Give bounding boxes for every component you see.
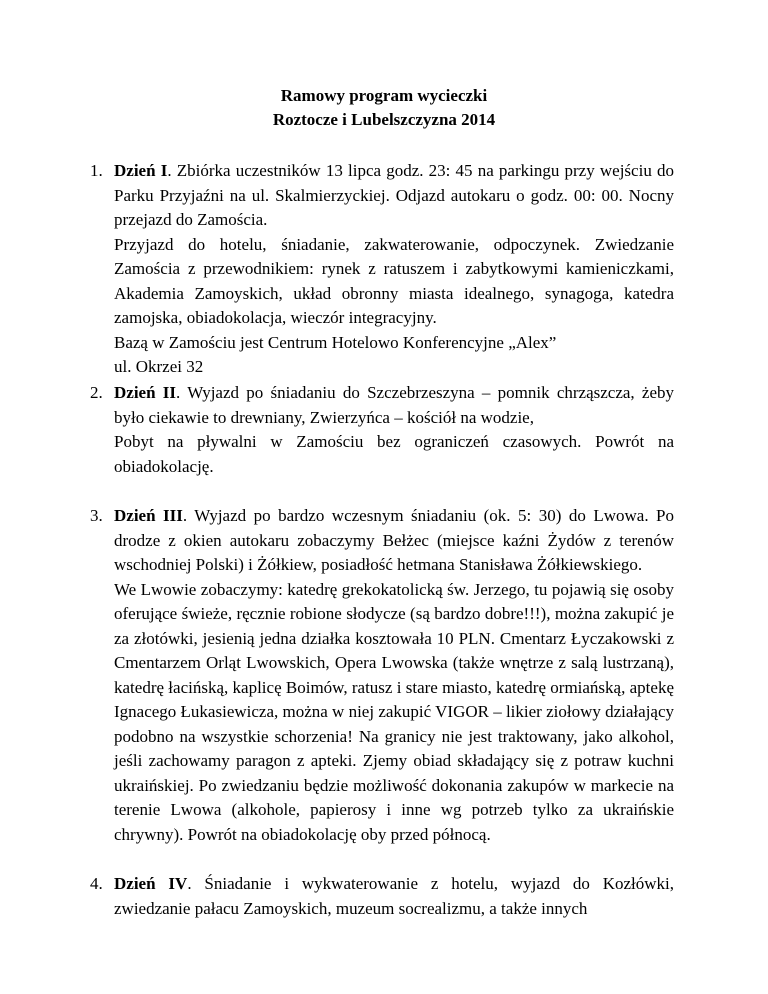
- day-1-hotel: Bazą w Zamościu jest Centrum Hotelowo Konferencyjne „Alex”: [114, 332, 557, 352]
- list-number: 4.: [90, 874, 103, 893]
- day-2-intro: [114, 381, 674, 430]
- day-4-item: [90, 872, 674, 921]
- day-text: . Zbiórka uczestników 13 lipca godz. 23: 45 na parkingu przy wejściu do Parku Przyjaźni na ul. Skalmierzyckiej. Odjazd autokaru o godz. 00: 00. Nocny przejazd do Zamościa.: [114, 161, 674, 229]
- day-1-sightseeing: Przyjazd do hotelu, śniadanie, zakwaterowanie, odpoczynek. Zwiedzanie Zamościa z przewodnikiem: rynek z ratuszem i zabytkowymi kamieniczkami, Akademia Zamoyskich, układ obronny miasta idealnego, synagoga, katedra zamojska, obiadokolacja, wieczór integracyjny.: [114, 234, 674, 327]
- day-text: . Wyjazd po bardzo wczesnym śniadaniu (ok. 5: 30) do Lwowa. Po drodze z okien autokaru zobaczymy Bełżec (miejsce kaźni Żydów z terenów wschodniej Polski) i Żółkiew, posiadłość hetmana Stanisława Żółkiewskiego.: [114, 506, 674, 574]
- day-3-lviv: We Lwowie zobaczymy: katedrę grekokatolicką św. Jerzego, tu pojawią się osoby oferujące świeże, ręcznie robione słodycze (są bardzo dobre!!!), można zakupić je za złotówki, jesienią jedna działka kosztowała 10 PLN. Cmentarz Łyczakowski z Cmentarzem Orląt Lwowskich, Opera Lwowska (także wnętrze z salą lustrzaną), katedrę łacińską, kaplicę Boimów, ratusz i stare miasto, katedrę ormiańską, aptekę Ignacego Łukasiewicza, można w niej zakupić VIGOR – likier ziołowy działający podobno na wszystkie schorzenia! Na granicy nie jest traktowany, jako alkohol, jeśli zachowamy paragon z apteki. Zjemy obiad składający się z potraw kuchni ukraińskiej. Po zwiedzaniu będzie możliwość dokonania zakupów w markecie na terenie Lwowa (alkohole, papierosy i inne wg potrzeb tylko za ukraińskie chrywny). Powrót na obiadokolację oby przed północą.: [114, 579, 675, 844]
- day-3-item: [90, 504, 675, 847]
- day-2-pool: Pobyt na pływalni w Zamościu bez ograniczeń czasowych. Powrót na obiadokolację.: [114, 432, 674, 476]
- day-text: . Wyjazd po śniadaniu do Szczebrzeszyna – pomnik chrząszcza, żeby było ciekawie to drewniany, Zwierzyńca – kościół na wodzie,: [114, 383, 674, 427]
- day-label: Dzień II: [114, 383, 177, 402]
- day-text: . Śniadanie i wykwaterowanie z hotelu, wyjazd do Kozłówki, zwiedzanie pałacu Zamoyskich, muzeum socrealizmu, a także innych: [114, 874, 674, 918]
- day-4-intro: [114, 872, 674, 921]
- day-1-address: ul. Okrzei 32: [114, 357, 204, 376]
- day-2-item: [90, 381, 674, 479]
- day-1-intro: [114, 159, 674, 233]
- day-label: Dzień IV: [114, 874, 188, 893]
- day-label: Dzień III: [114, 506, 183, 525]
- day-label: Dzień I: [114, 161, 168, 180]
- title-line-2: Roztocze i Lubelszczyzna 2014: [272, 110, 496, 129]
- title-line-1: Ramowy program wycieczki: [280, 86, 488, 105]
- day-1-item: [90, 159, 674, 380]
- document-title: [0, 84, 768, 132]
- list-number: 2.: [90, 383, 103, 402]
- day-3-intro: [114, 504, 674, 578]
- list-number: 1.: [90, 161, 103, 180]
- list-number: 3.: [90, 506, 103, 525]
